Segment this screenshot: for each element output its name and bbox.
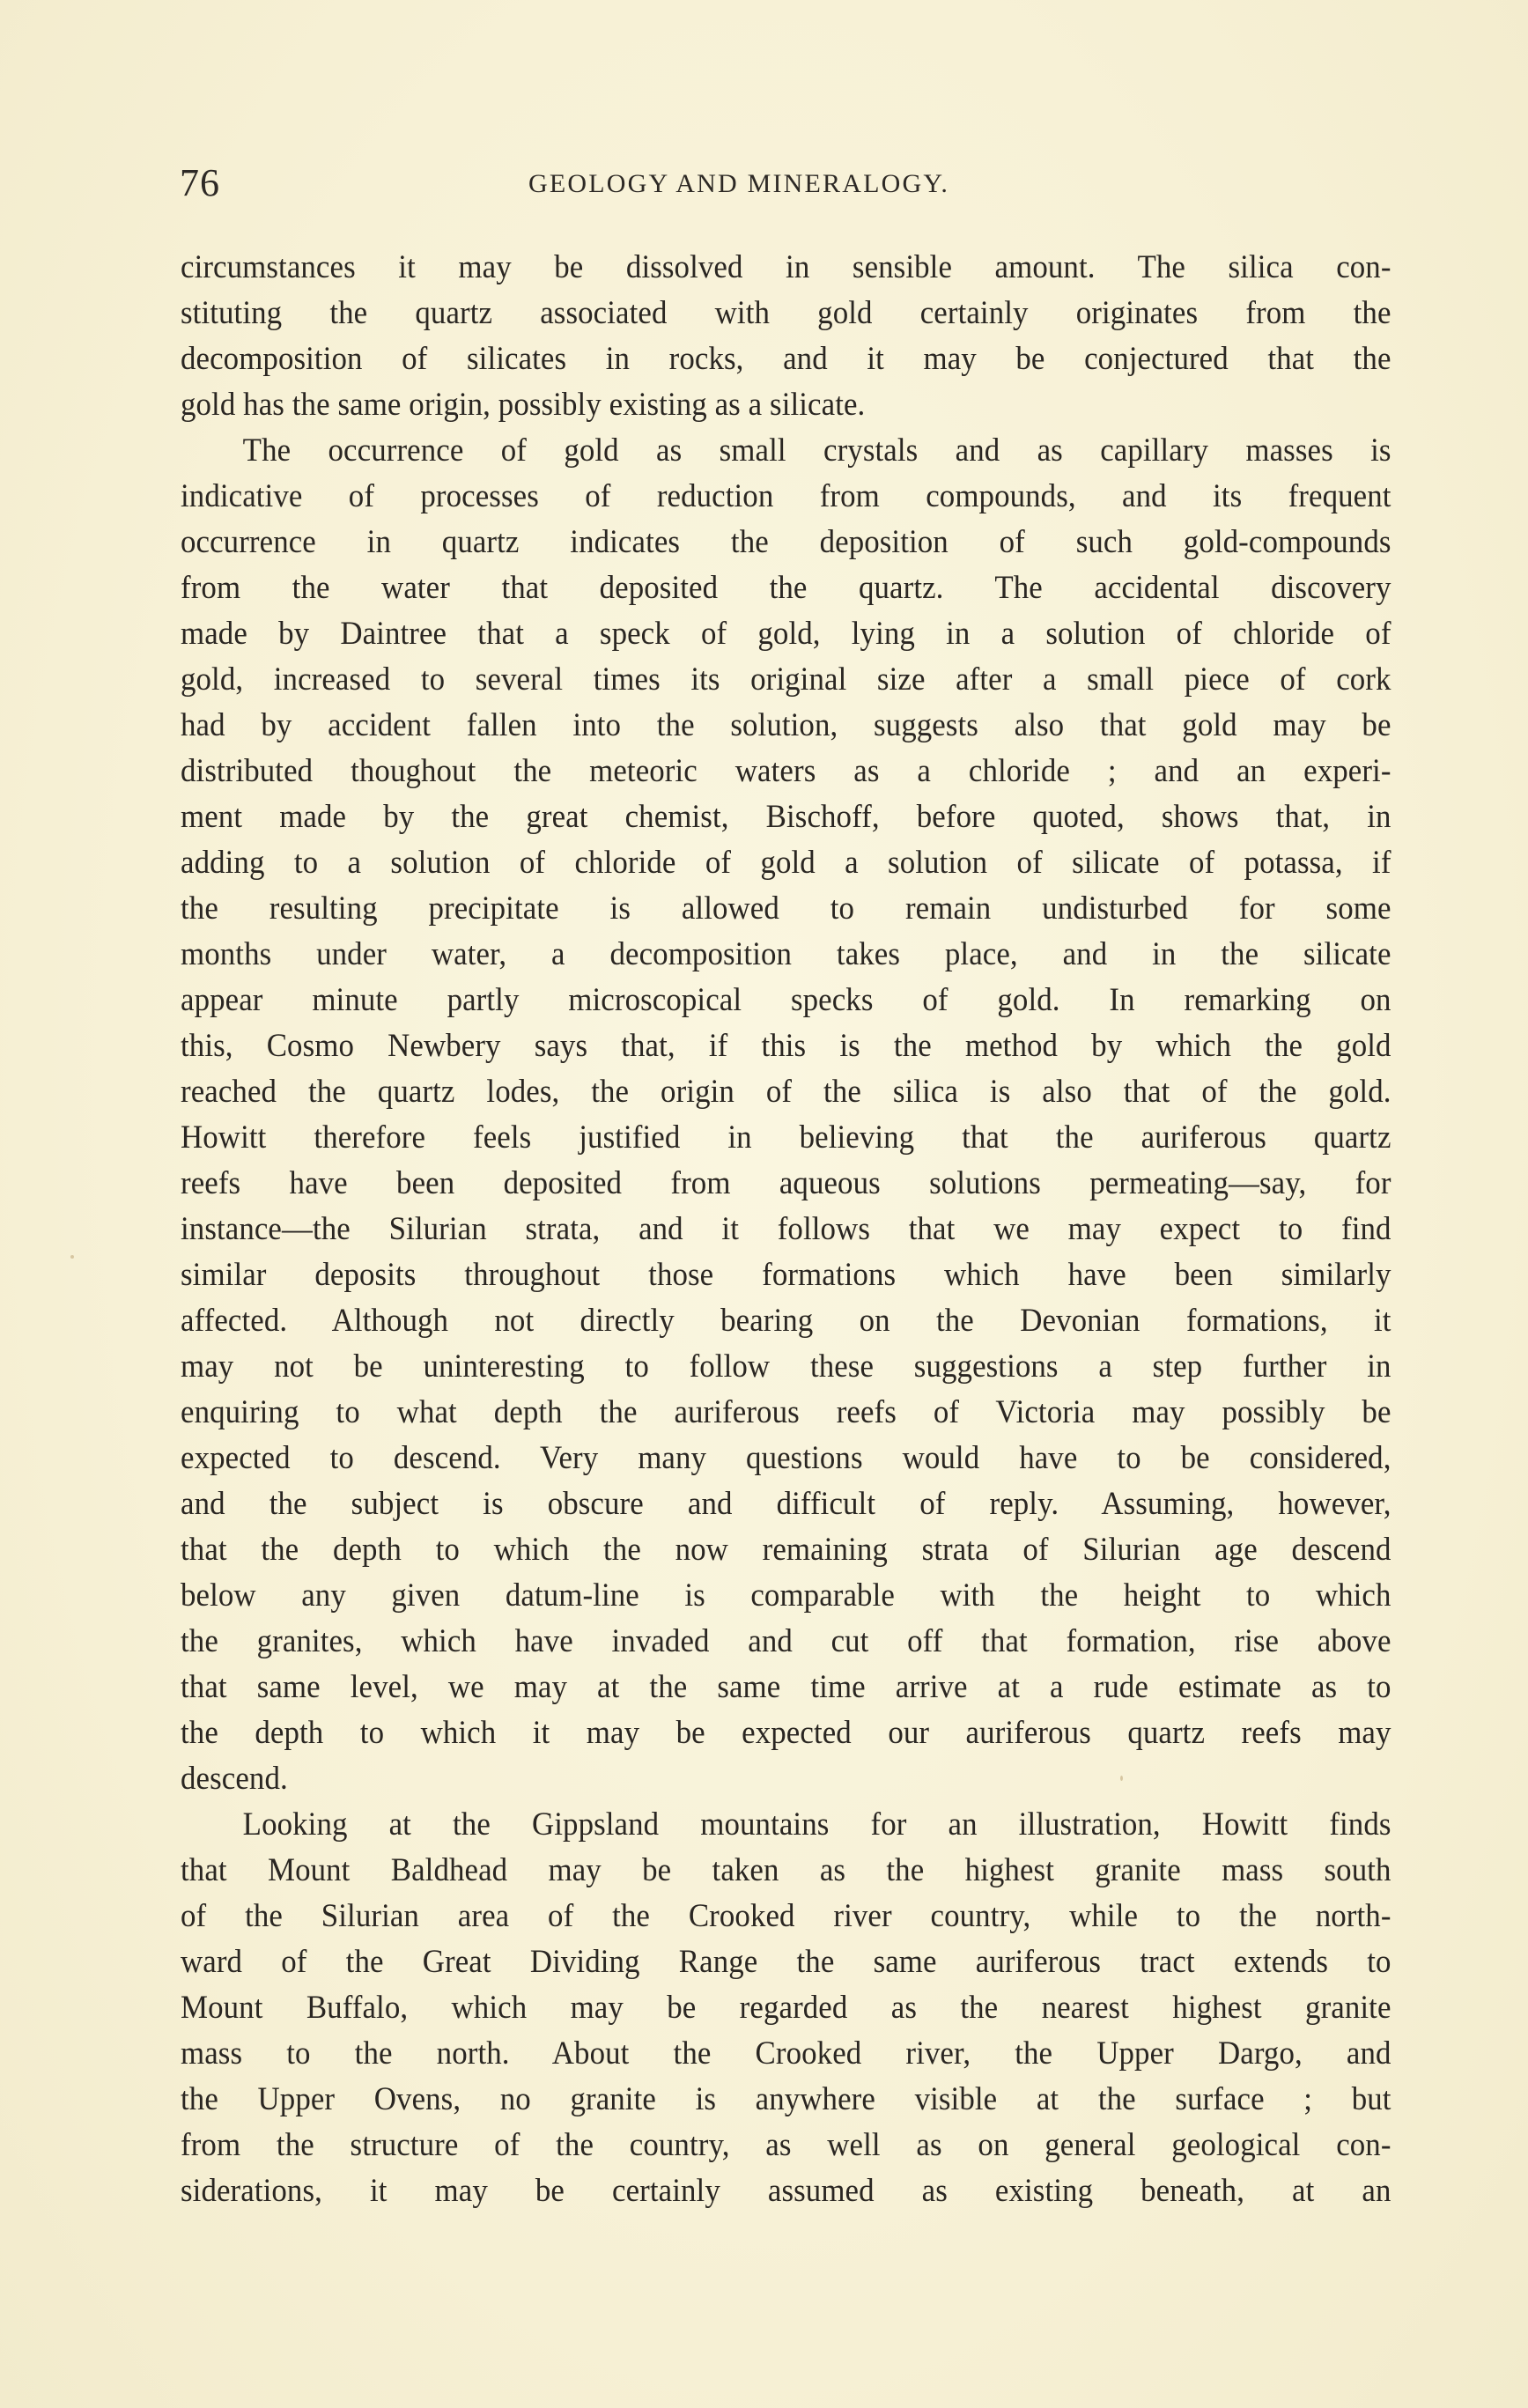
text-line: indicative of processes of reduction from compounds, and its frequent	[181, 478, 1391, 514]
text-line: mass to the north. About the Crooked river, the Upper Dargo, and	[181, 2035, 1391, 2072]
text-line: that the depth to which the now remaining strata of Silurian age descend	[181, 1532, 1391, 1568]
text-line: this, Cosmo Newbery says that, if this is the method by which the gold	[181, 1028, 1391, 1064]
text-line: gold has the same origin, possibly existing as a silicate.	[181, 387, 866, 423]
text-line: below any given datum-line is comparable with the height to which	[181, 1577, 1391, 1614]
paragraph-start-line: Looking at the Gippsland mountains for an illustration, Howitt finds	[242, 1806, 1391, 1843]
paper-speck	[1120, 1776, 1123, 1781]
text-line: months under water, a decomposition takes place, and in the silicate	[181, 936, 1391, 972]
text-line: appear minute partly microscopical specks of gold. In remarking on	[181, 982, 1391, 1018]
text-line: similar deposits throughout those formations which have been similarly	[181, 1257, 1391, 1293]
text-line: adding to a solution of chloride of gold a solution of silicate of potassa, if	[181, 845, 1391, 881]
text-line: gold, increased to several times its original size after a small piece of cork	[181, 661, 1391, 698]
paragraph-start-line: The occurrence of gold as small crystals and as capillary masses is	[242, 432, 1391, 469]
text-line: that same level, we may at the same time arrive at a rude estimate as to	[181, 1669, 1391, 1705]
text-line: instance—the Silurian strata, and it follows that we may expect to find	[181, 1211, 1391, 1247]
text-line: reefs have been deposited from aqueous solutions permeating—say, for	[181, 1165, 1391, 1201]
page-number: 76	[180, 161, 220, 204]
text-line: Mount Buffalo, which may be regarded as the nearest highest granite	[181, 1990, 1391, 2026]
text-line: ward of the Great Dividing Range the same auriferous tract extends to	[181, 1944, 1391, 1980]
text-line: enquiring to what depth the auriferous reefs of Victoria may possibly be	[181, 1394, 1391, 1430]
text-line: and the subject is obscure and difficult of reply. Assuming, however,	[181, 1486, 1391, 1522]
text-line: expected to descend. Very many questions would have to be considered,	[181, 1440, 1391, 1476]
text-line: distributed thoughout the meteoric waters as a chloride ; and an experi-	[181, 753, 1391, 789]
text-line: descend.	[181, 1761, 288, 1797]
text-line: Howitt therefore feels justified in believing that the auriferous quartz	[181, 1119, 1391, 1156]
text-line: from the water that deposited the quartz. The accidental discovery	[181, 570, 1391, 606]
text-line: the granites, which have invaded and cut off that formation, rise above	[181, 1623, 1391, 1659]
text-line: stituting the quartz associated with gold certainly originates from the	[181, 295, 1391, 331]
text-line: affected. Although not directly bearing on the Devonian formations, it	[181, 1303, 1391, 1339]
paper-speck	[70, 1255, 74, 1259]
text-line: the resulting precipitate is allowed to remain undisturbed for some	[181, 890, 1391, 927]
text-line: circumstances it may be dissolved in sensible amount. The silica con-	[181, 249, 1391, 285]
text-line: the depth to which it may be expected our auriferous quartz reefs may	[181, 1715, 1391, 1751]
text-line: of the Silurian area of the Crooked river country, while to the north-	[181, 1898, 1391, 1934]
text-line: siderations, it may be certainly assumed as existing beneath, at an	[181, 2173, 1391, 2209]
running-title: GEOLOGY AND MINERALOGY.	[528, 169, 950, 198]
body-text	[181, 245, 1391, 2214]
text-line: had by accident fallen into the solution, suggests also that gold may be	[181, 707, 1391, 743]
running-head	[180, 160, 1395, 213]
text-line: the Upper Ovens, no granite is anywhere visible at the surface ; but	[181, 2081, 1391, 2117]
text-line: occurrence in quartz indicates the deposition of such gold-compounds	[181, 524, 1391, 560]
text-line: ment made by the great chemist, Bischoff, before quoted, shows that, in	[181, 799, 1391, 835]
text-line: reached the quartz lodes, the origin of the silica is also that of the gold.	[181, 1074, 1391, 1110]
text-line: that Mount Baldhead may be taken as the highest granite mass south	[181, 1852, 1391, 1888]
text-line: may not be uninteresting to follow these suggestions a step further in	[181, 1348, 1391, 1385]
text-line: decomposition of silicates in rocks, and it may be conjectured that the	[181, 341, 1391, 377]
text-line: from the structure of the country, as well as on general geological con-	[181, 2127, 1391, 2163]
text-line: made by Daintree that a speck of gold, lying in a solution of chloride of	[181, 616, 1391, 652]
